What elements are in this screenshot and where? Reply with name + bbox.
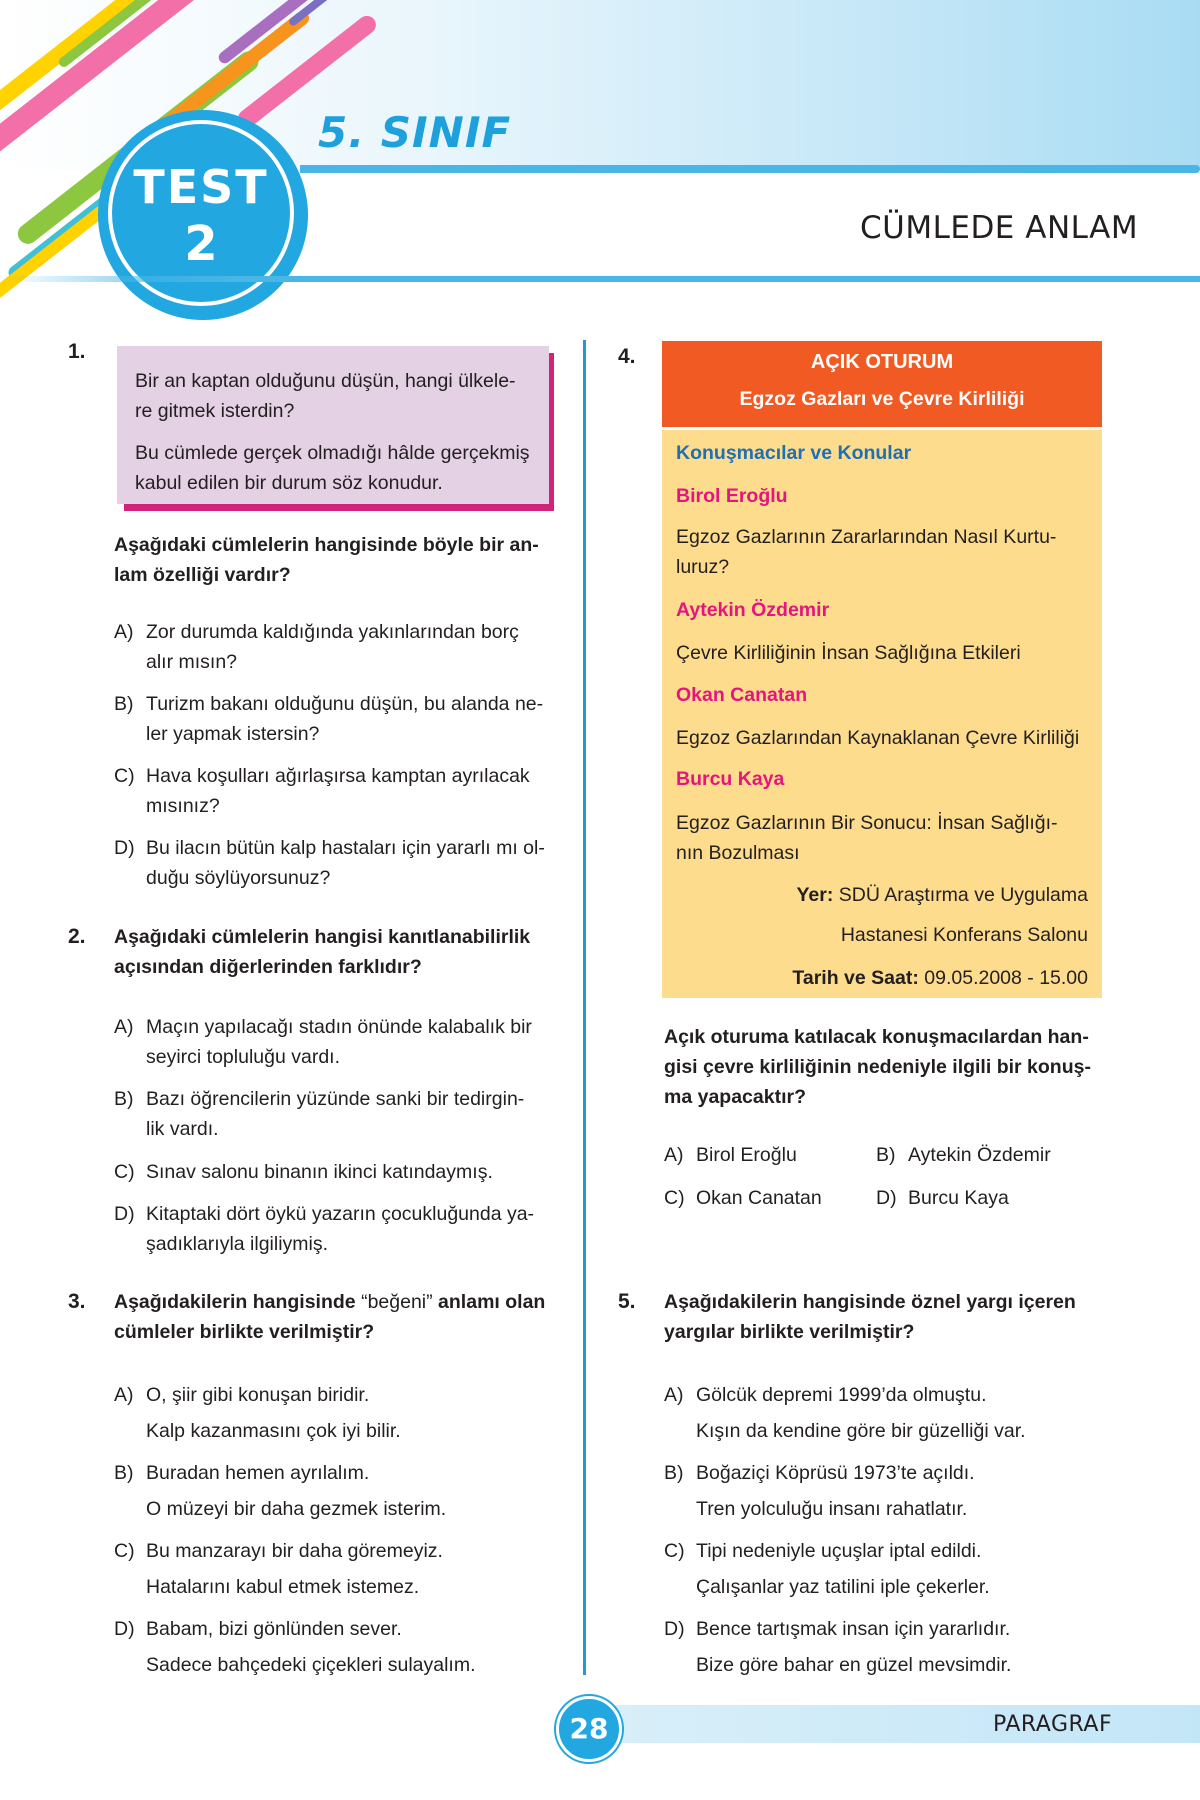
- answer-option[interactable]: D) Bence tartışmak insan için yararlıdır. Bize göre bahar en güzel mevsimdir.: [664, 1618, 1012, 1676]
- test-word: TEST: [133, 160, 269, 214]
- question-stem: Aşağıdaki cümlelerin hangisi kanıtlanabilirlik açısından diğerlerinden farklıdır?: [114, 926, 531, 978]
- answer-option[interactable]: B) Bazı öğrencilerin yüzünde sanki bir tedirgin- lik vardı.: [114, 1088, 525, 1140]
- answer-option[interactable]: C) Okan Canatan: [664, 1187, 822, 1209]
- speaker-name: Birol Eroğlu: [676, 485, 788, 507]
- quote-text: re gitmek isterdin?: [135, 400, 295, 422]
- speaker-topic: Egzoz Gazlarının Zararlarından Nasıl Kurtu- luruz?: [676, 526, 1057, 578]
- panel-subtitle: Egzoz Gazları ve Çevre Kirliliği: [739, 388, 1025, 410]
- question-number: 1.: [68, 340, 86, 363]
- section-label: PARAGRAF: [993, 1712, 1113, 1737]
- speaker-topic: Egzoz Gazlarının Bir Sonucu: İnsan Sağlığı- nın Bozulması: [676, 812, 1058, 864]
- answer-option[interactable]: D) Kitaptaki dört öykü yazarın çocukluğunda ya- şadıklarıyla ilgiliymiş.: [114, 1203, 535, 1255]
- answer-option[interactable]: A) Gölcük depremi 1999’da olmuştu. Kışın da kendine göre bir güzelliği var.: [664, 1384, 1026, 1442]
- speaker-topic: Çevre Kirliliğinin İnsan Sağlığına Etkileri: [676, 642, 1021, 664]
- question-stem: Açık oturuma katılacak konuşmacılardan han- gisi çevre kirliliğinin nedeniyle ilgili bir konuş- ma yapacaktır?: [664, 1026, 1091, 1108]
- answer-option[interactable]: D) Bu ilacın bütün kalp hastaları için yararlı mı ol- duğu söylüyorsunuz?: [114, 837, 545, 889]
- answer-option[interactable]: D) Burcu Kaya: [876, 1187, 1009, 1209]
- quote-box: [117, 346, 549, 504]
- answer-option[interactable]: C) Bu manzarayı bir daha göremeyiz. Hatalarını kabul etmek istemez.: [114, 1540, 443, 1598]
- column-divider: [583, 340, 586, 1675]
- speakers-heading: Konuşmacılar ve Konular: [676, 442, 912, 464]
- answer-option[interactable]: C) Hava koşulları ağırlaşırsa kamptan ayrılacak mısınız?: [114, 765, 530, 817]
- event-date: Tarih ve Saat: 09.05.2008 - 15.00: [792, 967, 1088, 989]
- answer-option[interactable]: C) Sınav salonu binanın ikinci katındaymış.: [114, 1161, 493, 1183]
- answer-option[interactable]: B) Buradan hemen ayrılalım. O müzeyi bir daha gezmek isterim.: [114, 1462, 447, 1520]
- answer-option[interactable]: C) Tipi nedeniyle uçuşlar iptal edildi. Çalışanlar yaz tatilini iple çekerler.: [664, 1540, 990, 1598]
- question-stem: Aşağıdakilerin hangisinde öznel yargı içeren yargılar birlikte verilmiştir?: [664, 1291, 1076, 1343]
- answer-option[interactable]: B) Turizm bakanı olduğunu düşün, bu alanda ne- ler yapmak istersin?: [114, 693, 544, 745]
- answer-option[interactable]: A) Zor durumda kaldığında yakınlarından borç alır mısın?: [114, 621, 519, 673]
- header-divider: [0, 276, 1200, 282]
- event-place: Yer: SDÜ Araştırma ve Uygulama Hastanesi Konferans Salonu: [796, 884, 1088, 946]
- question-number: 3.: [68, 1290, 86, 1313]
- answer-option[interactable]: A) Birol Eroğlu: [664, 1144, 797, 1166]
- answer-option[interactable]: D) Babam, bizi gönlünden sever. Sadece bahçedeki çiçekleri sulayalım.: [114, 1618, 476, 1676]
- speaker-topic: Egzoz Gazlarından Kaynaklanan Çevre Kirliliği: [676, 727, 1080, 749]
- answer-option[interactable]: B) Boğaziçi Köprüsü 1973’te açıldı. Tren yolculuğu insanı rahatlatır.: [664, 1462, 975, 1520]
- page-number: 28: [556, 1696, 622, 1762]
- answer-option[interactable]: B) Aytekin Özdemir: [876, 1144, 1051, 1166]
- question-number: 2.: [68, 925, 86, 948]
- question-stem: Aşağıdakilerin hangisinde “beğeni” anlamı olan cümleler birlikte verilmiştir?: [114, 1291, 546, 1343]
- grade-title: 5. SINIF: [318, 108, 512, 157]
- question-stem: Aşağıdaki cümlelerin hangisinde böyle bir an- lam özelliği vardır?: [114, 534, 539, 586]
- panel-header: [662, 341, 1102, 427]
- panel-body: [662, 430, 1102, 998]
- answer-option[interactable]: A) Maçın yapılacağı stadın önünde kalabalık bir seyirci topluluğu vardı.: [114, 1016, 532, 1068]
- quote-text: Bu cümlede gerçek olmadığı hâlde gerçekmiş: [135, 442, 530, 464]
- quote-text: Bir an kaptan olduğunu düşün, hangi ülkele-: [135, 370, 516, 392]
- speaker-name: Okan Canatan: [676, 684, 808, 706]
- speaker-name: Aytekin Özdemir: [676, 599, 830, 621]
- question-number: 5.: [618, 1290, 636, 1313]
- speaker-name: Burcu Kaya: [676, 768, 785, 790]
- topic-title: CÜMLEDE ANLAM: [860, 210, 1139, 246]
- answer-option[interactable]: A) O, şiir gibi konuşan biridir. Kalp kazanmasını çok iyi bilir.: [114, 1384, 401, 1442]
- quote-text: kabul edilen bir durum söz konudur.: [135, 472, 443, 494]
- panel-title: AÇIK OTURUM: [810, 351, 954, 373]
- question-number: 4.: [618, 345, 636, 368]
- header-rule: [300, 165, 1200, 173]
- test-number: 2: [184, 216, 218, 272]
